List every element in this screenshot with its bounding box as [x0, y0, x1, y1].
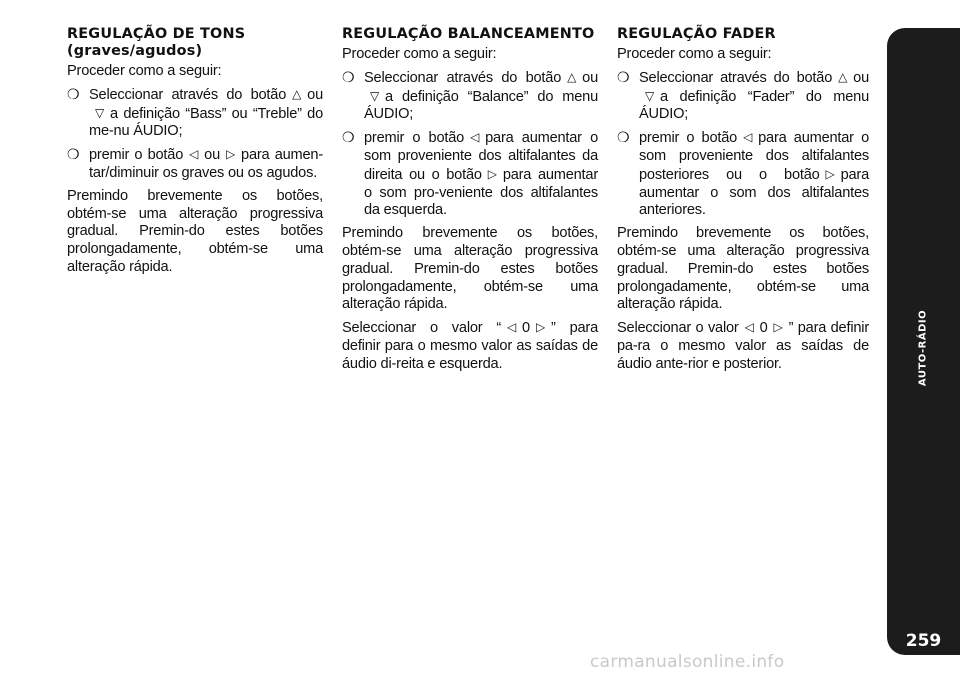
bullet-icon: ❍ [67, 85, 80, 102]
intro-text: Proceder como a seguir: [617, 46, 772, 62]
body-paragraph: Seleccionar o valor “ ◁ 0 ▷ ” para definir para o mesmo valor as saídas de áudio di-reita e esquerda. [342, 320, 598, 372]
heading-tone: REGULAÇÃO DE TONS (graves/agudos) [67, 26, 246, 59]
section-label: AUTO-RÁDIO [917, 309, 929, 387]
heading-balance: REGULAÇÃO BALANCEAMENTO [342, 26, 595, 42]
down-arrow-icon: ▽ [645, 88, 655, 103]
heading-fader: REGULAÇÃO FADER [617, 26, 776, 42]
list-item: ❍ Seleccionar através do botão △ ou▽ a definição “Bass” ou “Treble” do me-nu ÁUDIO; [67, 85, 323, 140]
left-arrow-icon: ◁ [507, 320, 517, 335]
body-paragraph: Seleccionar o valor ◁ 0 ▷ ” para definir pa-ra o mesmo valor as saídas de áudio ante-rior e posterior. [617, 320, 869, 372]
right-arrow-icon: ▷ [825, 166, 835, 181]
list-item: ❍ Seleccionar através do botão △ ou▽ a definição “Fader” do menu ÁUDIO; [617, 68, 869, 123]
up-arrow-icon: △ [567, 69, 577, 84]
column-tone-adjust [67, 26, 323, 282]
column-fader-adjust [617, 26, 869, 379]
column-balance-adjust [342, 26, 598, 379]
intro-text: Proceder como a seguir: [342, 46, 497, 62]
intro-text: Proceder como a seguir: [67, 63, 222, 79]
bullet-icon: ❍ [342, 68, 355, 85]
list-item: ❍ Seleccionar através do botão △ ou▽ a definição “Balance” do menu ÁUDIO; [342, 68, 598, 123]
section-side-tab [887, 28, 960, 655]
down-arrow-icon: ▽ [370, 88, 380, 103]
down-arrow-icon: ▽ [95, 105, 105, 120]
list-item: ❍ premir o botão ◁ para aumentar o som proveniente dos altifalantes da direita ou o botão ▷ para aumentar o som pro-veniente dos altifalantes da esquerda. [342, 129, 598, 219]
bullet-icon: ❍ [67, 146, 80, 163]
list-item: ❍ premir o botão ◁ ou ▷ para aumen-tar/diminuir os graves ou os agudos. [67, 146, 323, 181]
left-arrow-icon: ◁ [744, 320, 754, 335]
body-paragraph: Premindo brevemente os botões, obtém-se uma alteração progressiva gradual. Premin-do estes botões prolongadamente, obtém-se uma alteração rápida. [617, 225, 869, 313]
page-number: 259 [905, 631, 942, 651]
bullet-icon: ❍ [617, 129, 630, 146]
left-arrow-icon: ◁ [743, 130, 753, 145]
bullet-icon: ❍ [617, 68, 630, 85]
bullet-icon: ❍ [342, 129, 355, 146]
right-arrow-icon: ▷ [487, 166, 497, 181]
right-arrow-icon: ▷ [535, 320, 545, 335]
watermark: carmanualsonline.info [590, 652, 785, 672]
body-paragraph: Premindo brevemente os botões, obtém-se uma alteração progressiva gradual. Premin-do estes botões prolongadamente, obtém-se uma alteração rápida. [342, 225, 598, 313]
right-arrow-icon: ▷ [773, 320, 783, 335]
right-arrow-icon: ▷ [226, 147, 236, 162]
body-paragraph: Premindo brevemente os botões, obtém-se uma alteração progressiva gradual. Premin-do estes botões prolongadamente, obtém-se uma alteração rápida. [67, 187, 323, 275]
up-arrow-icon: △ [838, 69, 848, 84]
left-arrow-icon: ◁ [189, 147, 199, 162]
left-arrow-icon: ◁ [470, 130, 480, 145]
list-item: ❍ premir o botão ◁ para aumentar o som proveniente dos altifalantes posteriores ou o botão ▷ para aumentar o som dos altifalantes anteriores. [617, 129, 869, 219]
up-arrow-icon: △ [292, 86, 302, 101]
